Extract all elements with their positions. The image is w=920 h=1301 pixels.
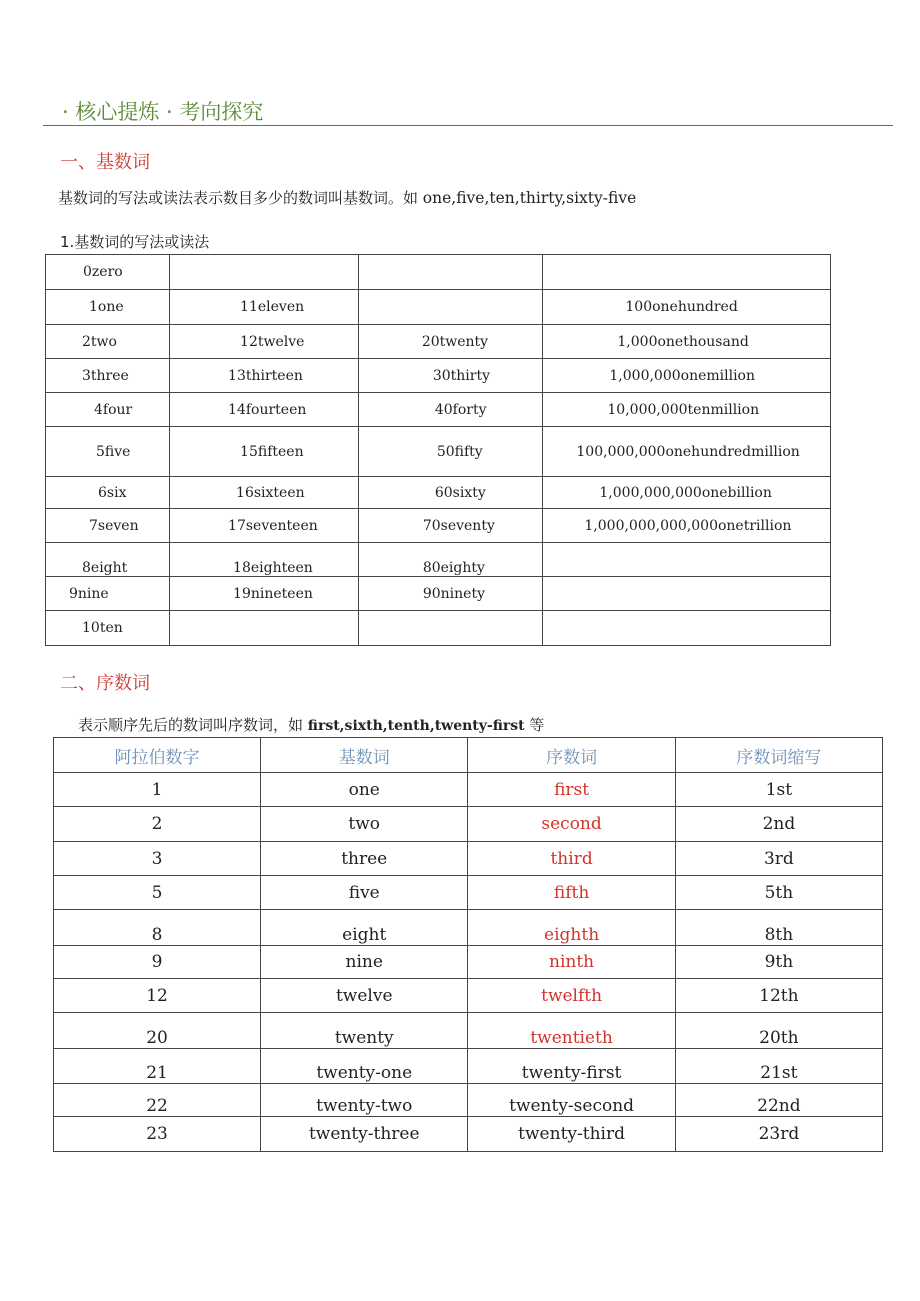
cardinal-table-row xyxy=(46,611,831,646)
ordinal-table-cell: fifth xyxy=(468,876,675,910)
cardinal-table-cell xyxy=(170,255,359,290)
ordinal-table-header-cell: 序数词 xyxy=(468,738,675,773)
cardinal-table-cell: 18eighteen xyxy=(170,543,359,577)
cardinal-table-row xyxy=(46,543,831,577)
cardinal-table-cell: 14fourteen xyxy=(170,393,359,427)
ordinal-table-header-cell: 序数词缩写 xyxy=(675,738,882,773)
cardinal-table-cell: 70seventy xyxy=(358,509,543,543)
ordinal-table-cell: 21st xyxy=(675,1049,882,1084)
ordinal-table-cell: 23 xyxy=(54,1117,261,1152)
ordinal-table-row xyxy=(54,979,883,1013)
cardinal-table-row xyxy=(46,427,831,477)
ordinal-table-cell: twenty-three xyxy=(261,1117,468,1152)
cardinal-table-cell: 1,000onethousand xyxy=(543,325,831,359)
ordinal-table-row xyxy=(54,807,883,842)
ordinal-table-body xyxy=(54,773,883,1152)
ordinal-table-row xyxy=(54,946,883,979)
cardinal-subtitle-text: 1.基数词的写法或读法 xyxy=(60,233,210,251)
cardinal-table-cell: 100,000,000onehundredmillion xyxy=(543,427,831,477)
cardinal-table xyxy=(45,254,831,646)
cardinal-table-cell: 9nine xyxy=(46,577,170,611)
cardinal-table-cell: 60sixty xyxy=(358,477,543,509)
cardinal-table-cell: 4four xyxy=(46,393,170,427)
ordinal-table-cell: second xyxy=(468,807,675,842)
cardinal-intro-examples: one,five,ten,thirty,sixty-five xyxy=(422,189,637,207)
cardinal-table-row xyxy=(46,393,831,427)
ordinal-table-cell: 23rd xyxy=(675,1117,882,1152)
cardinal-intro xyxy=(58,187,636,208)
ordinal-table-cell: twenty-third xyxy=(468,1117,675,1152)
ordinal-table-header-cell: 基数词 xyxy=(261,738,468,773)
ordinal-table-cell: twenty-first xyxy=(468,1049,675,1084)
page-header-title: · 核心提炼 · 考向探究 xyxy=(62,100,264,124)
cardinal-table-cell: 30thirty xyxy=(358,359,543,393)
ordinal-table-cell: two xyxy=(261,807,468,842)
cardinal-table-row xyxy=(46,477,831,509)
cardinal-table-cell xyxy=(543,255,831,290)
ordinal-table-cell: twentieth xyxy=(468,1013,675,1049)
ordinal-table-cell: 5th xyxy=(675,876,882,910)
ordinal-table-cell: 9th xyxy=(675,946,882,979)
ordinal-table-cell: 12 xyxy=(54,979,261,1013)
cardinal-table-row xyxy=(46,509,831,543)
cardinal-table-cell: 20twenty xyxy=(358,325,543,359)
cardinal-table-cell xyxy=(358,255,543,290)
cardinal-table-cell: 1one xyxy=(46,290,170,325)
cardinal-table-cell: 8eight xyxy=(46,543,170,577)
ordinal-table-cell: 3 xyxy=(54,842,261,876)
cardinal-table-cell: 3three xyxy=(46,359,170,393)
ordinal-intro-text: 表示顺序先后的数词叫序数词，如 xyxy=(78,716,308,734)
ordinal-table-cell: one xyxy=(261,773,468,807)
ordinal-table-cell: 21 xyxy=(54,1049,261,1084)
ordinal-table-row xyxy=(54,1117,883,1152)
cardinal-table-row xyxy=(46,255,831,290)
ordinal-table-cell: nine xyxy=(261,946,468,979)
ordinal-table-cell: 1st xyxy=(675,773,882,807)
cardinal-table-cell: 12twelve xyxy=(170,325,359,359)
ordinal-table-header-row xyxy=(54,738,883,773)
cardinal-table-cell: 80eighty xyxy=(358,543,543,577)
ordinal-table-cell: twelfth xyxy=(468,979,675,1013)
cardinal-table-cell xyxy=(543,543,831,577)
cardinal-table-cell: 10,000,000tenmillion xyxy=(543,393,831,427)
cardinal-table-cell: 13thirteen xyxy=(170,359,359,393)
cardinal-table-cell xyxy=(543,611,831,646)
ordinal-table-cell: 22nd xyxy=(675,1084,882,1117)
ordinal-table-cell: 2nd xyxy=(675,807,882,842)
ordinal-table-cell: eight xyxy=(261,910,468,946)
cardinal-intro-text: 基数词的写法或读法表示数目多少的数词叫基数词。如 xyxy=(58,189,423,207)
ordinal-table-cell: 8 xyxy=(54,910,261,946)
ordinal-table-cell: 1 xyxy=(54,773,261,807)
cardinal-table-cell xyxy=(358,611,543,646)
cardinal-table-cell: 90ninety xyxy=(358,577,543,611)
ordinal-table-row xyxy=(54,1013,883,1049)
cardinal-table-cell: 15fifteen xyxy=(170,427,359,477)
cardinal-table-cell: 16sixteen xyxy=(170,477,359,509)
ordinal-table-row xyxy=(54,910,883,946)
ordinal-table-cell: eighth xyxy=(468,910,675,946)
ordinal-table-row xyxy=(54,773,883,807)
cardinal-table-row xyxy=(46,325,831,359)
ordinal-table-cell: 3rd xyxy=(675,842,882,876)
ordinal-table-cell: twelve xyxy=(261,979,468,1013)
ordinal-table-cell: 5 xyxy=(54,876,261,910)
ordinal-table-cell: twenty-two xyxy=(261,1084,468,1117)
ordinal-table-cell: twenty xyxy=(261,1013,468,1049)
cardinal-table-cell xyxy=(358,290,543,325)
cardinal-table-cell: 1,000,000onemillion xyxy=(543,359,831,393)
cardinal-table-cell: 11eleven xyxy=(170,290,359,325)
ordinal-table-cell: 22 xyxy=(54,1084,261,1117)
ordinal-table-cell: five xyxy=(261,876,468,910)
cardinal-table-cell: 17seventeen xyxy=(170,509,359,543)
ordinal-table-cell: 20th xyxy=(675,1013,882,1049)
ordinal-table-row xyxy=(54,1084,883,1117)
cardinal-table-cell: 1,000,000,000,000onetrillion xyxy=(543,509,831,543)
ordinal-table-row xyxy=(54,842,883,876)
cardinal-table-cell: 10ten xyxy=(46,611,170,646)
section-title-cardinal: 一、基数词 xyxy=(60,152,150,173)
cardinal-table-cell: 40forty xyxy=(358,393,543,427)
ordinal-table-cell: first xyxy=(468,773,675,807)
ordinal-intro-examples: first,sixth,tenth,twenty-first xyxy=(307,718,525,734)
ordinal-table-cell: 2 xyxy=(54,807,261,842)
cardinal-table-cell: 5five xyxy=(46,427,170,477)
ordinal-table-header-cell: 阿拉伯数字 xyxy=(54,738,261,773)
cardinal-table-cell: 100onehundred xyxy=(543,290,831,325)
section-title-ordinal: 二、序数词 xyxy=(60,673,150,694)
ordinal-table xyxy=(53,737,883,1152)
cardinal-table-cell: 0zero xyxy=(46,255,170,290)
cardinal-table-row xyxy=(46,577,831,611)
ordinal-table-cell: 20 xyxy=(54,1013,261,1049)
header-divider xyxy=(43,125,893,126)
ordinal-table-cell: twenty-one xyxy=(261,1049,468,1084)
ordinal-table-cell: 12th xyxy=(675,979,882,1013)
ordinal-table-cell: twenty-second xyxy=(468,1084,675,1117)
cardinal-table-cell xyxy=(543,577,831,611)
ordinal-table-cell: three xyxy=(261,842,468,876)
cardinal-table-cell xyxy=(170,611,359,646)
ordinal-table-row xyxy=(54,1049,883,1084)
ordinal-table-row xyxy=(54,876,883,910)
cardinal-table-cell: 7seven xyxy=(46,509,170,543)
cardinal-table-cell: 6six xyxy=(46,477,170,509)
cardinal-table-cell: 2two xyxy=(46,325,170,359)
ordinal-table-cell: third xyxy=(468,842,675,876)
cardinal-table-row xyxy=(46,290,831,325)
cardinal-table-body xyxy=(46,255,831,646)
cardinal-subtitle xyxy=(60,231,209,252)
cardinal-table-cell: 50fifty xyxy=(358,427,543,477)
ordinal-table-cell: 8th xyxy=(675,910,882,946)
cardinal-table-cell: 19nineteen xyxy=(170,577,359,611)
cardinal-table-cell: 1,000,000,000onebillion xyxy=(543,477,831,509)
ordinal-intro-suffix: 等 xyxy=(524,716,545,734)
cardinal-table-row xyxy=(46,359,831,393)
ordinal-intro xyxy=(78,714,544,735)
ordinal-table-cell: 9 xyxy=(54,946,261,979)
ordinal-table-cell: ninth xyxy=(468,946,675,979)
